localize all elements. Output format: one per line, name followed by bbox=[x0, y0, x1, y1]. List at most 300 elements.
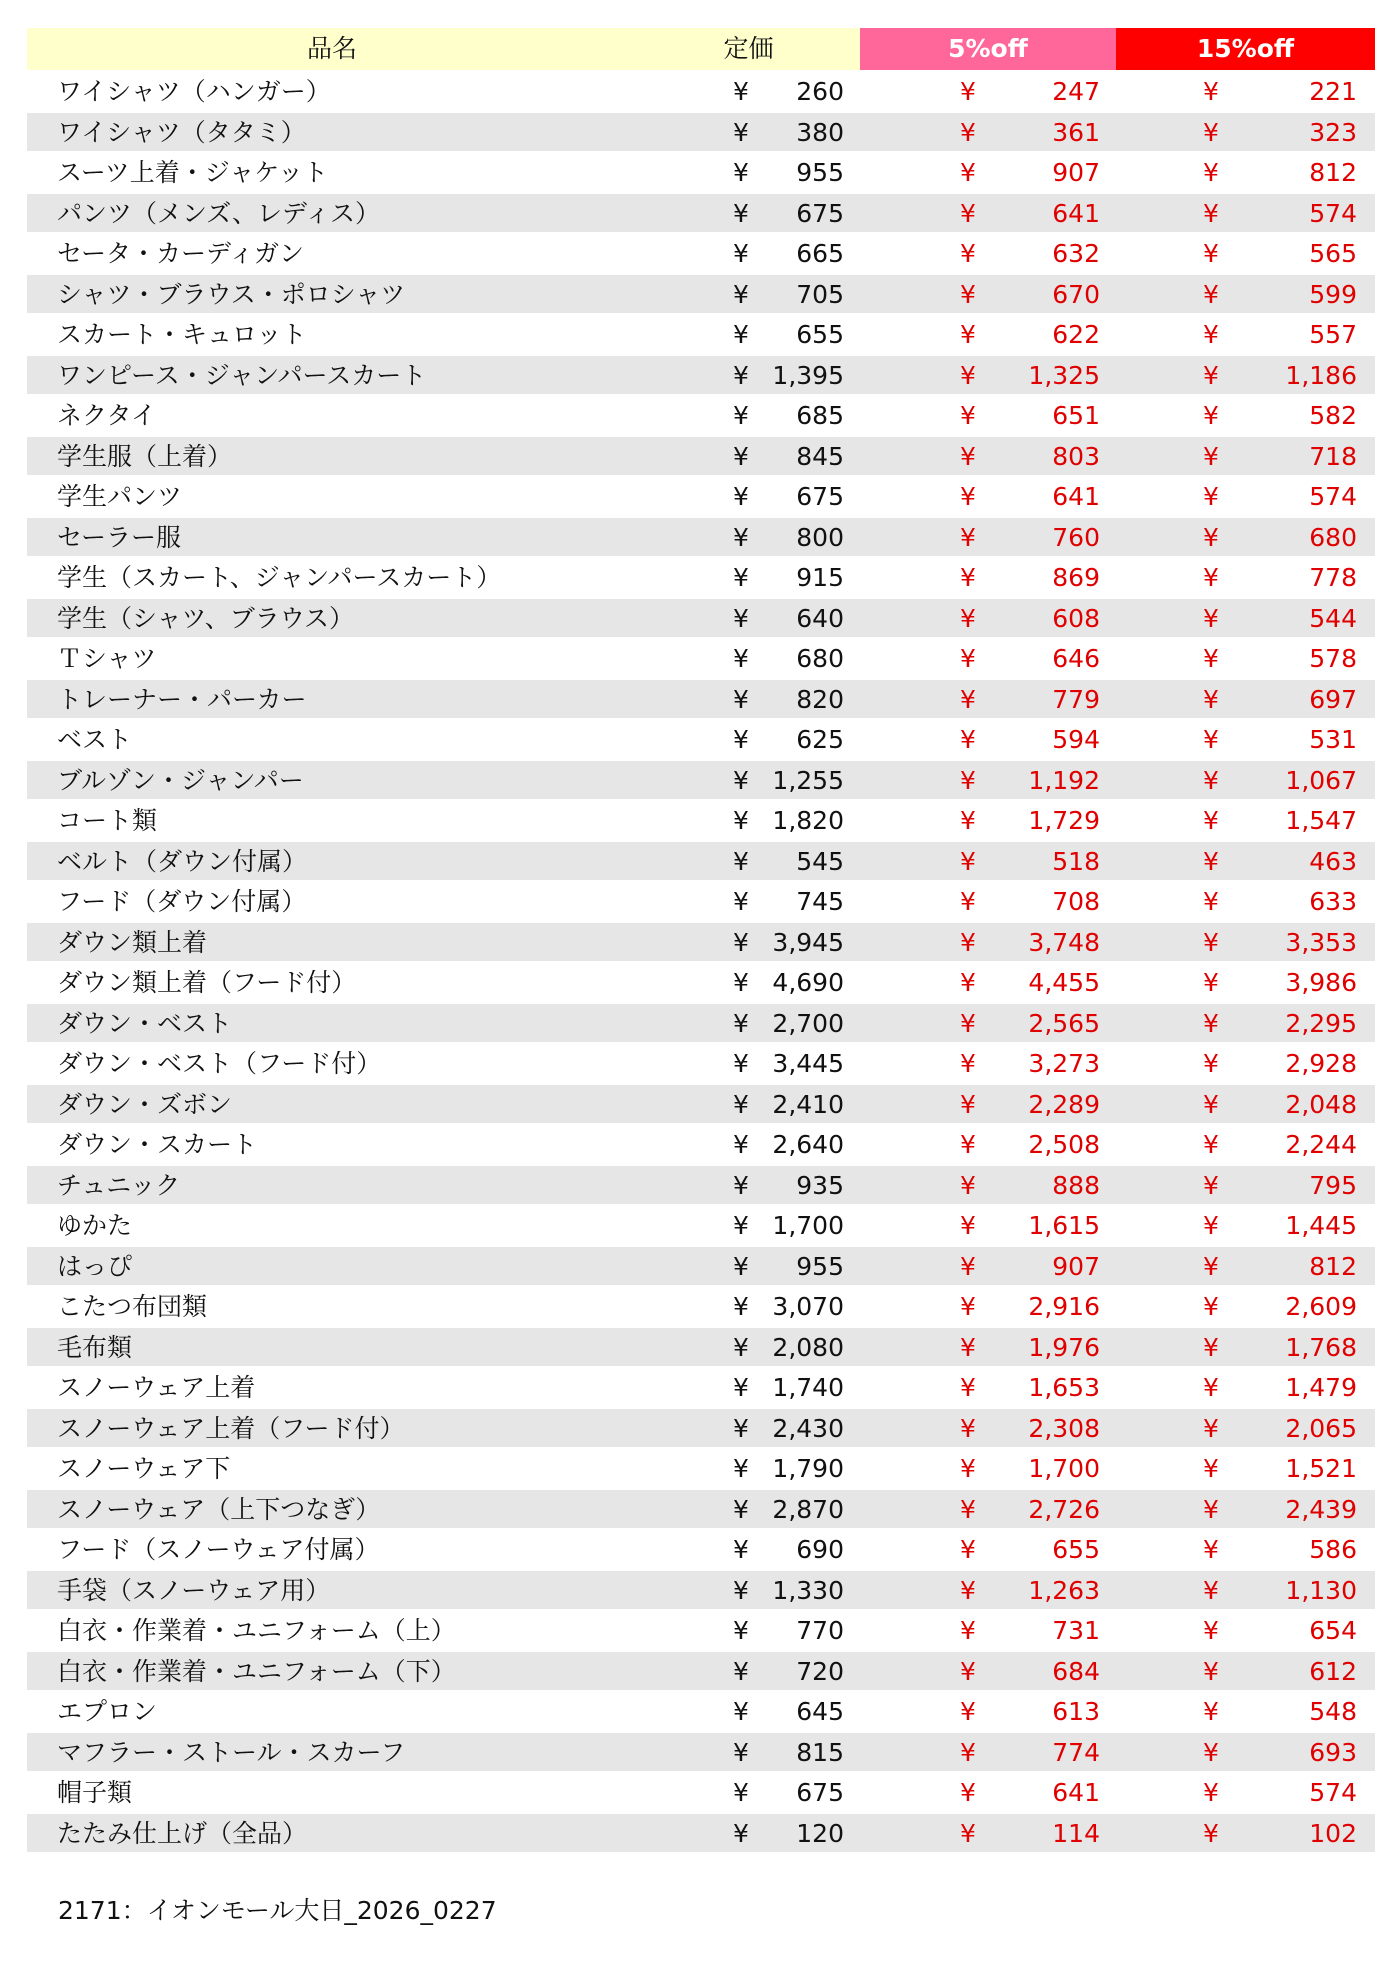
yen-sign: ¥ bbox=[960, 441, 976, 471]
list-price: 3,945 bbox=[772, 927, 844, 957]
table-row bbox=[27, 435, 1375, 476]
list-price: 680 bbox=[796, 644, 844, 673]
list-price: 1,740 bbox=[772, 1373, 844, 1402]
yen-sign: ¥ bbox=[1203, 725, 1219, 754]
price-15-off-cell bbox=[1116, 1409, 1375, 1448]
price-5-off: 622 bbox=[1052, 320, 1100, 349]
yen-sign: ¥ bbox=[733, 1089, 749, 1119]
price-15-off-cell bbox=[1116, 1044, 1375, 1083]
table-row bbox=[27, 1326, 1375, 1367]
price-table bbox=[27, 28, 1375, 1852]
list-price-cell bbox=[637, 518, 860, 557]
price-15-off-cell bbox=[1116, 1004, 1375, 1043]
price-5-off-cell bbox=[860, 963, 1116, 1002]
yen-sign: ¥ bbox=[960, 1292, 976, 1321]
price-5-off-cell bbox=[860, 1611, 1116, 1650]
price-5-off: 3,748 bbox=[1028, 927, 1100, 957]
price-15-off: 1,130 bbox=[1285, 1575, 1357, 1605]
yen-sign: ¥ bbox=[960, 1170, 976, 1200]
table-row bbox=[27, 70, 1375, 111]
price-15-off: 612 bbox=[1309, 1656, 1357, 1686]
price-5-off: 2,916 bbox=[1028, 1292, 1100, 1321]
price-5-off: 594 bbox=[1052, 725, 1100, 754]
table-row bbox=[27, 799, 1375, 840]
table-row bbox=[27, 1569, 1375, 1610]
price-5-off-cell bbox=[860, 1814, 1116, 1853]
yen-sign: ¥ bbox=[1203, 1008, 1219, 1038]
item-name: 毛布類 bbox=[57, 1332, 133, 1362]
table-row bbox=[27, 1407, 1375, 1448]
price-5-off-cell bbox=[860, 477, 1116, 516]
price-5-off: 613 bbox=[1052, 1697, 1100, 1726]
header-item-name: 品名 bbox=[27, 28, 637, 70]
table-row bbox=[27, 1488, 1375, 1529]
table-row bbox=[27, 556, 1375, 597]
yen-sign: ¥ bbox=[733, 684, 749, 714]
list-price: 720 bbox=[796, 1656, 844, 1686]
yen-sign: ¥ bbox=[1203, 360, 1219, 390]
yen-sign: ¥ bbox=[960, 158, 976, 187]
price-5-off-cell bbox=[860, 1085, 1116, 1124]
table-row bbox=[27, 1204, 1375, 1245]
table-row bbox=[27, 678, 1375, 719]
price-15-off-cell bbox=[1116, 1287, 1375, 1326]
list-price-cell bbox=[637, 1004, 860, 1043]
price-15-off-cell bbox=[1116, 1652, 1375, 1691]
item-name: 学生服（上着） bbox=[57, 441, 233, 471]
table-row bbox=[27, 961, 1375, 1002]
item-name: スカート・キュロット bbox=[57, 320, 307, 349]
item-name: ワイシャツ（タタミ） bbox=[57, 117, 306, 147]
yen-sign: ¥ bbox=[1203, 887, 1219, 916]
price-15-off: 2,244 bbox=[1285, 1130, 1357, 1159]
price-5-off: 646 bbox=[1052, 644, 1100, 673]
price-15-off: 2,295 bbox=[1285, 1008, 1357, 1038]
list-price: 655 bbox=[796, 320, 844, 349]
list-price-cell bbox=[637, 1166, 860, 1205]
yen-sign: ¥ bbox=[960, 320, 976, 349]
price-15-off-cell bbox=[1116, 680, 1375, 719]
price-5-off: 1,325 bbox=[1028, 360, 1100, 390]
yen-sign: ¥ bbox=[1203, 684, 1219, 714]
yen-sign: ¥ bbox=[1203, 198, 1219, 228]
list-price-cell bbox=[637, 1247, 860, 1286]
table-row bbox=[27, 273, 1375, 314]
yen-sign: ¥ bbox=[960, 117, 976, 147]
yen-sign: ¥ bbox=[960, 1332, 976, 1362]
item-name: エプロン bbox=[57, 1697, 158, 1726]
price-5-off-cell bbox=[860, 1530, 1116, 1569]
price-5-off: 2,565 bbox=[1028, 1008, 1100, 1038]
yen-sign: ¥ bbox=[733, 806, 749, 835]
yen-sign: ¥ bbox=[733, 644, 749, 673]
list-price-cell bbox=[637, 1692, 860, 1731]
table-row bbox=[27, 1164, 1375, 1205]
yen-sign: ¥ bbox=[1203, 765, 1219, 795]
price-5-off: 4,455 bbox=[1028, 968, 1100, 997]
list-price: 645 bbox=[796, 1697, 844, 1726]
yen-sign: ¥ bbox=[960, 1089, 976, 1119]
price-5-off: 1,653 bbox=[1028, 1373, 1100, 1402]
yen-sign: ¥ bbox=[960, 77, 976, 106]
item-name: パンツ（メンズ、レディス） bbox=[57, 198, 381, 228]
list-price: 675 bbox=[796, 482, 844, 511]
yen-sign: ¥ bbox=[733, 117, 749, 147]
price-15-off: 578 bbox=[1309, 644, 1357, 673]
yen-sign: ¥ bbox=[1203, 1616, 1219, 1645]
yen-sign: ¥ bbox=[733, 1292, 749, 1321]
price-15-off: 1,186 bbox=[1285, 360, 1357, 390]
table-row bbox=[27, 1609, 1375, 1650]
list-price-cell bbox=[637, 1206, 860, 1245]
list-price: 2,080 bbox=[772, 1332, 844, 1362]
price-5-off: 632 bbox=[1052, 239, 1100, 268]
price-5-off-cell bbox=[860, 1328, 1116, 1367]
list-price-cell bbox=[637, 113, 860, 152]
yen-sign: ¥ bbox=[1203, 968, 1219, 997]
list-price: 260 bbox=[796, 77, 844, 106]
price-5-off: 1,615 bbox=[1028, 1211, 1100, 1240]
yen-sign: ¥ bbox=[733, 239, 749, 268]
list-price-cell bbox=[637, 234, 860, 273]
yen-sign: ¥ bbox=[960, 968, 976, 997]
list-price: 745 bbox=[796, 887, 844, 916]
yen-sign: ¥ bbox=[960, 765, 976, 795]
list-price: 675 bbox=[796, 1778, 844, 1807]
table-row bbox=[27, 1731, 1375, 1772]
yen-sign: ¥ bbox=[1203, 1373, 1219, 1402]
item-name: ベルト（ダウン付属） bbox=[57, 846, 308, 876]
price-15-off: 102 bbox=[1309, 1818, 1357, 1848]
table-row bbox=[27, 880, 1375, 921]
yen-sign: ¥ bbox=[960, 1737, 976, 1767]
list-price-cell bbox=[637, 1652, 860, 1691]
price-15-off-cell bbox=[1116, 1449, 1375, 1488]
yen-sign: ¥ bbox=[960, 887, 976, 916]
price-15-off: 463 bbox=[1309, 846, 1357, 876]
price-15-off: 680 bbox=[1309, 522, 1357, 552]
yen-sign: ¥ bbox=[733, 441, 749, 471]
yen-sign: ¥ bbox=[960, 1454, 976, 1483]
item-name: フード（ダウン付属） bbox=[57, 887, 307, 916]
yen-sign: ¥ bbox=[960, 1251, 976, 1281]
price-5-off-cell bbox=[860, 72, 1116, 111]
yen-sign: ¥ bbox=[1203, 1332, 1219, 1362]
list-price-cell bbox=[637, 1611, 860, 1650]
list-price-cell bbox=[637, 963, 860, 1002]
list-price: 815 bbox=[796, 1737, 844, 1767]
header-list-price: 定価 bbox=[637, 28, 860, 70]
price-15-off-cell bbox=[1116, 963, 1375, 1002]
price-15-off-cell bbox=[1116, 477, 1375, 516]
yen-sign: ¥ bbox=[960, 725, 976, 754]
table-row bbox=[27, 1083, 1375, 1124]
yen-sign: ¥ bbox=[733, 1575, 749, 1605]
yen-sign: ¥ bbox=[960, 239, 976, 268]
price-5-off-cell bbox=[860, 518, 1116, 557]
price-15-off-cell bbox=[1116, 1530, 1375, 1569]
table-row bbox=[27, 1812, 1375, 1853]
price-5-off-cell bbox=[860, 275, 1116, 314]
list-price-cell bbox=[637, 1328, 860, 1367]
yen-sign: ¥ bbox=[1203, 77, 1219, 106]
price-15-off: 2,609 bbox=[1285, 1292, 1357, 1321]
item-name: 白衣・作業着・ユニフォーム（下） bbox=[57, 1656, 456, 1686]
yen-sign: ¥ bbox=[1203, 603, 1219, 633]
price-5-off: 361 bbox=[1052, 117, 1100, 147]
yen-sign: ¥ bbox=[733, 1413, 749, 1443]
item-name: ブルゾン・ジャンパー bbox=[57, 765, 304, 795]
price-15-off-cell bbox=[1116, 1692, 1375, 1731]
price-5-off-cell bbox=[860, 842, 1116, 881]
price-5-off-cell bbox=[860, 396, 1116, 435]
yen-sign: ¥ bbox=[1203, 1494, 1219, 1524]
price-15-off-cell bbox=[1116, 1814, 1375, 1853]
price-5-off-cell bbox=[860, 1449, 1116, 1488]
price-15-off: 323 bbox=[1309, 117, 1357, 147]
price-5-off-cell bbox=[860, 639, 1116, 678]
price-15-off: 2,928 bbox=[1285, 1049, 1357, 1078]
yen-sign: ¥ bbox=[1203, 1656, 1219, 1686]
table-row bbox=[27, 394, 1375, 435]
table-row bbox=[27, 313, 1375, 354]
yen-sign: ¥ bbox=[733, 279, 749, 309]
yen-sign: ¥ bbox=[960, 1535, 976, 1564]
item-name: セータ・カーディガン bbox=[57, 239, 305, 268]
yen-sign: ¥ bbox=[733, 725, 749, 754]
list-price: 2,870 bbox=[772, 1494, 844, 1524]
list-price-cell bbox=[637, 680, 860, 719]
price-5-off: 803 bbox=[1052, 441, 1100, 471]
price-5-off: 731 bbox=[1052, 1616, 1100, 1645]
price-5-off: 907 bbox=[1052, 1251, 1100, 1281]
yen-sign: ¥ bbox=[1203, 1535, 1219, 1564]
price-5-off: 907 bbox=[1052, 158, 1100, 187]
list-price-cell bbox=[637, 720, 860, 759]
price-5-off: 2,726 bbox=[1028, 1494, 1100, 1524]
item-name: スノーウェア上着（フード付） bbox=[57, 1413, 405, 1443]
list-price: 3,445 bbox=[772, 1049, 844, 1078]
list-price: 1,700 bbox=[772, 1211, 844, 1240]
price-5-off: 608 bbox=[1052, 603, 1100, 633]
list-price-cell bbox=[637, 1814, 860, 1853]
price-15-off-cell bbox=[1116, 761, 1375, 800]
price-15-off: 574 bbox=[1309, 482, 1357, 511]
price-5-off-cell bbox=[860, 437, 1116, 476]
item-name: コート類 bbox=[57, 806, 158, 835]
list-price: 1,820 bbox=[772, 806, 844, 835]
price-5-off: 641 bbox=[1052, 198, 1100, 228]
price-5-off-cell bbox=[860, 680, 1116, 719]
yen-sign: ¥ bbox=[1203, 644, 1219, 673]
list-price: 545 bbox=[796, 846, 844, 876]
list-price-cell bbox=[637, 1085, 860, 1124]
price-5-off-cell bbox=[860, 1004, 1116, 1043]
yen-sign: ¥ bbox=[1203, 158, 1219, 187]
price-15-off-cell bbox=[1116, 1490, 1375, 1529]
table-row bbox=[27, 1285, 1375, 1326]
item-name: ダウン・スカート bbox=[57, 1130, 258, 1159]
list-price: 2,410 bbox=[772, 1089, 844, 1119]
table-row bbox=[27, 921, 1375, 962]
price-5-off: 1,700 bbox=[1028, 1454, 1100, 1483]
list-price-cell bbox=[637, 923, 860, 962]
table-row bbox=[27, 718, 1375, 759]
price-15-off-cell bbox=[1116, 1611, 1375, 1650]
list-price-cell bbox=[637, 315, 860, 354]
yen-sign: ¥ bbox=[1203, 1737, 1219, 1767]
yen-sign: ¥ bbox=[960, 563, 976, 592]
list-price: 1,330 bbox=[772, 1575, 844, 1605]
yen-sign: ¥ bbox=[1203, 1049, 1219, 1078]
list-price: 2,640 bbox=[772, 1130, 844, 1159]
yen-sign: ¥ bbox=[1203, 1251, 1219, 1281]
price-5-off-cell bbox=[860, 234, 1116, 273]
yen-sign: ¥ bbox=[733, 1008, 749, 1038]
header-5-off: 5%off bbox=[860, 28, 1116, 70]
yen-sign: ¥ bbox=[960, 198, 976, 228]
list-price: 640 bbox=[796, 603, 844, 633]
list-price-cell bbox=[637, 1490, 860, 1529]
price-15-off: 548 bbox=[1309, 1697, 1357, 1726]
yen-sign: ¥ bbox=[1203, 563, 1219, 592]
yen-sign: ¥ bbox=[1203, 1130, 1219, 1159]
price-5-off-cell bbox=[860, 1044, 1116, 1083]
table-row bbox=[27, 1366, 1375, 1407]
list-price-cell bbox=[637, 356, 860, 395]
yen-sign: ¥ bbox=[1203, 1454, 1219, 1483]
table-header bbox=[27, 28, 1375, 70]
yen-sign: ¥ bbox=[1203, 1413, 1219, 1443]
yen-sign: ¥ bbox=[960, 279, 976, 309]
item-name: ネクタイ bbox=[57, 401, 157, 430]
list-price: 935 bbox=[796, 1170, 844, 1200]
yen-sign: ¥ bbox=[733, 846, 749, 876]
table-row bbox=[27, 1528, 1375, 1569]
price-5-off: 1,192 bbox=[1028, 765, 1100, 795]
yen-sign: ¥ bbox=[733, 1454, 749, 1483]
table-row bbox=[27, 840, 1375, 881]
price-15-off: 586 bbox=[1309, 1535, 1357, 1564]
yen-sign: ¥ bbox=[1203, 806, 1219, 835]
list-price-cell bbox=[637, 558, 860, 597]
yen-sign: ¥ bbox=[733, 1535, 749, 1564]
yen-sign: ¥ bbox=[960, 1818, 976, 1848]
price-15-off: 565 bbox=[1309, 239, 1357, 268]
list-price-cell bbox=[637, 396, 860, 435]
list-price: 955 bbox=[796, 1251, 844, 1281]
item-name: スーツ上着・ジャケット bbox=[57, 158, 329, 187]
yen-sign: ¥ bbox=[733, 927, 749, 957]
yen-sign: ¥ bbox=[733, 1049, 749, 1078]
price-15-off: 718 bbox=[1309, 441, 1357, 471]
list-price: 915 bbox=[796, 563, 844, 592]
price-15-off: 654 bbox=[1309, 1616, 1357, 1645]
price-15-off: 697 bbox=[1309, 684, 1357, 714]
list-price-cell bbox=[637, 639, 860, 678]
list-price-cell bbox=[637, 153, 860, 192]
yen-sign: ¥ bbox=[733, 1616, 749, 1645]
price-5-off-cell bbox=[860, 1409, 1116, 1448]
table-row bbox=[27, 1002, 1375, 1043]
price-5-off-cell bbox=[860, 1125, 1116, 1164]
price-5-off: 760 bbox=[1052, 522, 1100, 552]
yen-sign: ¥ bbox=[1203, 1292, 1219, 1321]
price-15-off: 3,353 bbox=[1285, 927, 1357, 957]
price-15-off: 812 bbox=[1309, 1251, 1357, 1281]
price-5-off: 518 bbox=[1052, 846, 1100, 876]
yen-sign: ¥ bbox=[733, 887, 749, 916]
price-15-off-cell bbox=[1116, 720, 1375, 759]
price-5-off-cell bbox=[860, 882, 1116, 921]
table-row bbox=[27, 1042, 1375, 1083]
yen-sign: ¥ bbox=[1203, 522, 1219, 552]
yen-sign: ¥ bbox=[1203, 482, 1219, 511]
list-price-cell bbox=[637, 437, 860, 476]
item-name: ワンピース・ジャンパースカート bbox=[57, 360, 427, 390]
price-15-off: 557 bbox=[1309, 320, 1357, 349]
list-price: 685 bbox=[796, 401, 844, 430]
price-15-off-cell bbox=[1116, 1125, 1375, 1164]
table-row bbox=[27, 1690, 1375, 1731]
table-row bbox=[27, 232, 1375, 273]
price-5-off: 888 bbox=[1052, 1170, 1100, 1200]
yen-sign: ¥ bbox=[960, 806, 976, 835]
price-5-off-cell bbox=[860, 1287, 1116, 1326]
price-5-off-cell bbox=[860, 356, 1116, 395]
yen-sign: ¥ bbox=[1203, 1089, 1219, 1119]
price-15-off-cell bbox=[1116, 1085, 1375, 1124]
price-15-off: 1,445 bbox=[1285, 1211, 1357, 1240]
item-name: ワイシャツ（ハンガー） bbox=[57, 77, 331, 106]
price-15-off-cell bbox=[1116, 801, 1375, 840]
price-15-off-cell bbox=[1116, 356, 1375, 395]
price-5-off-cell bbox=[860, 113, 1116, 152]
table-row bbox=[27, 759, 1375, 800]
list-price: 625 bbox=[796, 725, 844, 754]
yen-sign: ¥ bbox=[733, 198, 749, 228]
price-5-off: 708 bbox=[1052, 887, 1100, 916]
price-5-off-cell bbox=[860, 1773, 1116, 1812]
yen-sign: ¥ bbox=[733, 563, 749, 592]
price-15-off: 2,439 bbox=[1285, 1494, 1357, 1524]
yen-sign: ¥ bbox=[1203, 1575, 1219, 1605]
item-name: ダウン類上着（フード付） bbox=[57, 968, 357, 997]
price-15-off: 778 bbox=[1309, 563, 1357, 592]
yen-sign: ¥ bbox=[960, 1211, 976, 1240]
yen-sign: ¥ bbox=[733, 522, 749, 552]
price-5-off: 670 bbox=[1052, 279, 1100, 309]
list-price-cell bbox=[637, 477, 860, 516]
yen-sign: ¥ bbox=[1203, 401, 1219, 430]
list-price-cell bbox=[637, 1773, 860, 1812]
price-15-off-cell bbox=[1116, 1247, 1375, 1286]
price-5-off-cell bbox=[860, 761, 1116, 800]
yen-sign: ¥ bbox=[1203, 117, 1219, 147]
price-5-off: 641 bbox=[1052, 482, 1100, 511]
price-5-off: 2,308 bbox=[1028, 1413, 1100, 1443]
table-row bbox=[27, 597, 1375, 638]
price-15-off-cell bbox=[1116, 842, 1375, 881]
item-name: スノーウェア上着 bbox=[57, 1373, 256, 1402]
list-price: 4,690 bbox=[772, 968, 844, 997]
item-name: 手袋（スノーウェア用） bbox=[57, 1575, 331, 1605]
price-15-off: 544 bbox=[1309, 603, 1357, 633]
price-15-off: 1,547 bbox=[1285, 806, 1357, 835]
price-15-off-cell bbox=[1116, 599, 1375, 638]
price-5-off: 869 bbox=[1052, 563, 1100, 592]
price-5-off: 774 bbox=[1052, 1737, 1100, 1767]
